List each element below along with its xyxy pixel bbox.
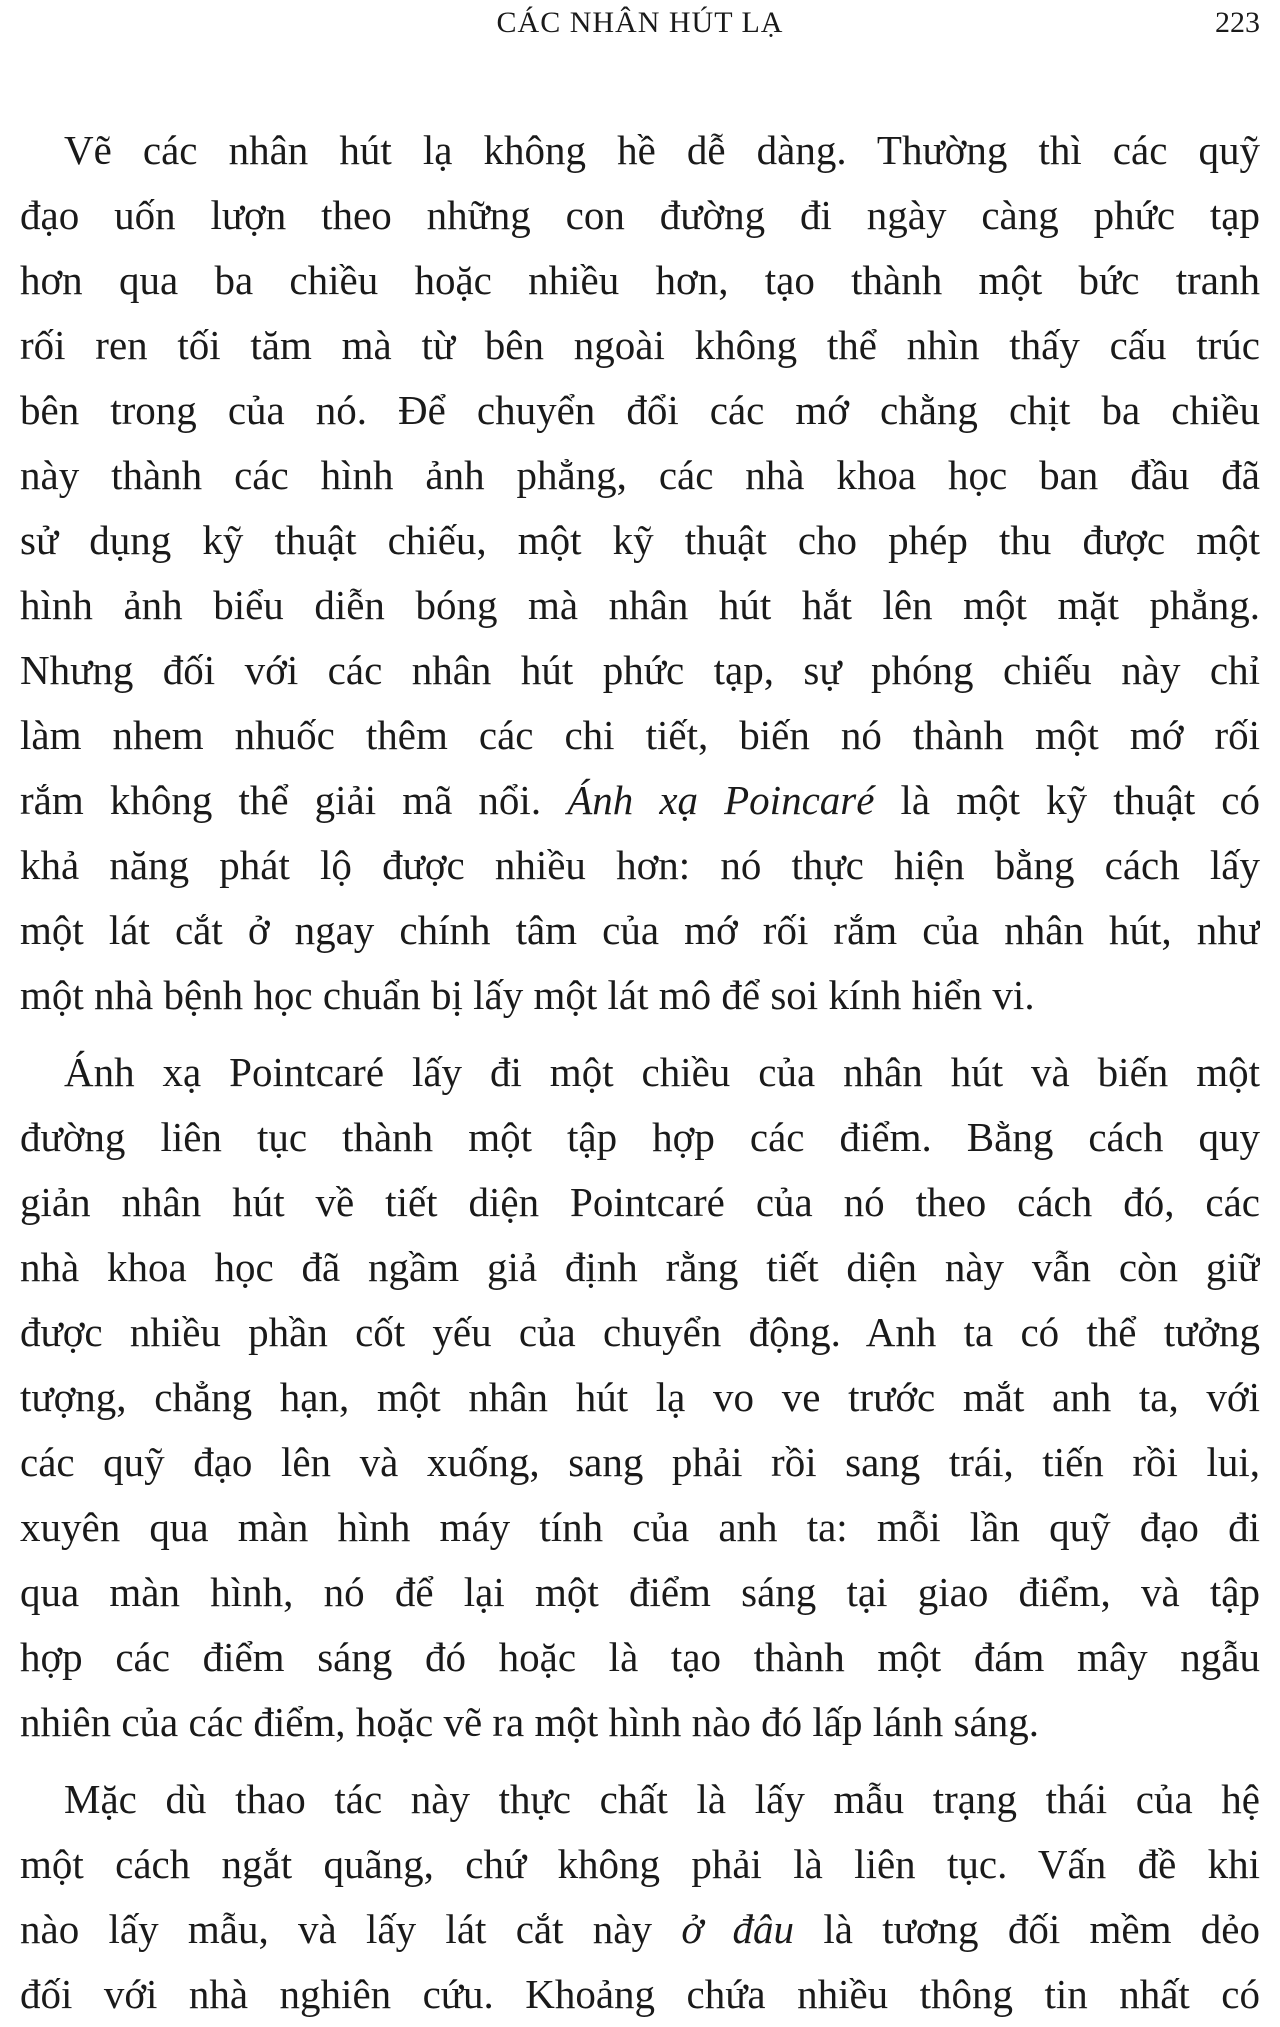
text-line: rối ren tối tăm mà từ bên ngoài không thể nhìn thấy cấu trúc (20, 322, 1260, 368)
text-segment: là một kỹ thuật có (874, 777, 1260, 823)
text-line: xuyên qua màn hình máy tính của anh ta: mỗi lần quỹ đạo đi (20, 1504, 1260, 1550)
text-line: Vẽ các nhân hút lạ không hề dễ dàng. Thường thì các quỹ (64, 127, 1260, 173)
running-header (20, 6, 1260, 42)
page-number: 223 (1215, 6, 1260, 39)
text-segment: rắm không thể giải mã nổi. (20, 777, 542, 823)
text-line: nhà khoa học đã ngầm giả định rằng tiết diện này vẫn còn giữ (20, 1244, 1260, 1290)
text-line: hơn qua ba chiều hoặc nhiều hơn, tạo thành một bức tranh (20, 257, 1260, 303)
text-line: một lát cắt ở ngay chính tâm của mớ rối rắm của nhân hút, như (20, 907, 1260, 953)
italic-term: ở đâu (681, 1906, 795, 1952)
text-line: một nhà bệnh học chuẩn bị lấy một lát mô để soi kính hiển vi. (20, 972, 1035, 1018)
text-line: tượng, chẳng hạn, một nhân hút lạ vo ve trước mắt anh ta, với (20, 1374, 1260, 1420)
text-line-with-italic (20, 1897, 1260, 1962)
text-segment: nào lấy mẫu, và lấy lát cắt này (20, 1906, 682, 1952)
text-segment: là tương đối mềm dẻo (794, 1906, 1260, 1952)
text-line: giản nhân hút về tiết diện Pointcaré của nó theo cách đó, các (20, 1179, 1260, 1225)
body-text (20, 118, 1260, 2027)
text-line-with-italic (20, 768, 1260, 833)
text-line: sử dụng kỹ thuật chiếu, một kỹ thuật cho phép thu được một (20, 517, 1260, 563)
text-line: một cách ngắt quãng, chứ không phải là liên tục. Vấn đề khi (20, 1841, 1260, 1887)
text-line: Ánh xạ Pointcaré lấy đi một chiều của nhân hút và biến một (64, 1049, 1260, 1095)
text-line: Mặc dù thao tác này thực chất là lấy mẫu trạng thái của hệ (64, 1776, 1260, 1822)
paragraph-3 (20, 1767, 1260, 2027)
text-line: hình ảnh biểu diễn bóng mà nhân hút hắt lên một mặt phẳng. (20, 582, 1260, 628)
text-line: được nhiều phần cốt yếu của chuyển động. Anh ta có thể tưởng (20, 1309, 1260, 1355)
text-line: đối với nhà nghiên cứu. Khoảng chứa nhiều thông tin nhất có (20, 1971, 1260, 2017)
text-line: này thành các hình ảnh phẳng, các nhà khoa học ban đầu đã (20, 452, 1260, 498)
italic-term: Ánh xạ Poincaré (567, 777, 875, 823)
text-line: đường liên tục thành một tập hợp các điểm. Bằng cách quy (20, 1114, 1260, 1160)
paragraph-1 (20, 118, 1260, 1028)
text-line: hợp các điểm sáng đó hoặc là tạo thành một đám mây ngẫu (20, 1634, 1260, 1680)
text-line: bên trong của nó. Để chuyển đổi các mớ chằng chịt ba chiều (20, 387, 1260, 433)
text-line: đạo uốn lượn theo những con đường đi ngày càng phức tạp (20, 192, 1260, 238)
text-line: qua màn hình, nó để lại một điểm sáng tại giao điểm, và tập (20, 1569, 1260, 1615)
chapter-title: CÁC NHÂN HÚT LẠ (496, 6, 784, 39)
paragraph-2 (20, 1040, 1260, 1755)
text-line: các quỹ đạo lên và xuống, sang phải rồi sang trái, tiến rồi lui, (20, 1439, 1260, 1485)
text-line: khả năng phát lộ được nhiều hơn: nó thực hiện bằng cách lấy (20, 842, 1260, 888)
text-line: làm nhem nhuốc thêm các chi tiết, biến nó thành một mớ rối (20, 712, 1260, 758)
text-line: Nhưng đối với các nhân hút phức tạp, sự phóng chiếu này chỉ (20, 647, 1260, 693)
text-line: nhiên của các điểm, hoặc vẽ ra một hình nào đó lấp lánh sáng. (20, 1699, 1039, 1745)
